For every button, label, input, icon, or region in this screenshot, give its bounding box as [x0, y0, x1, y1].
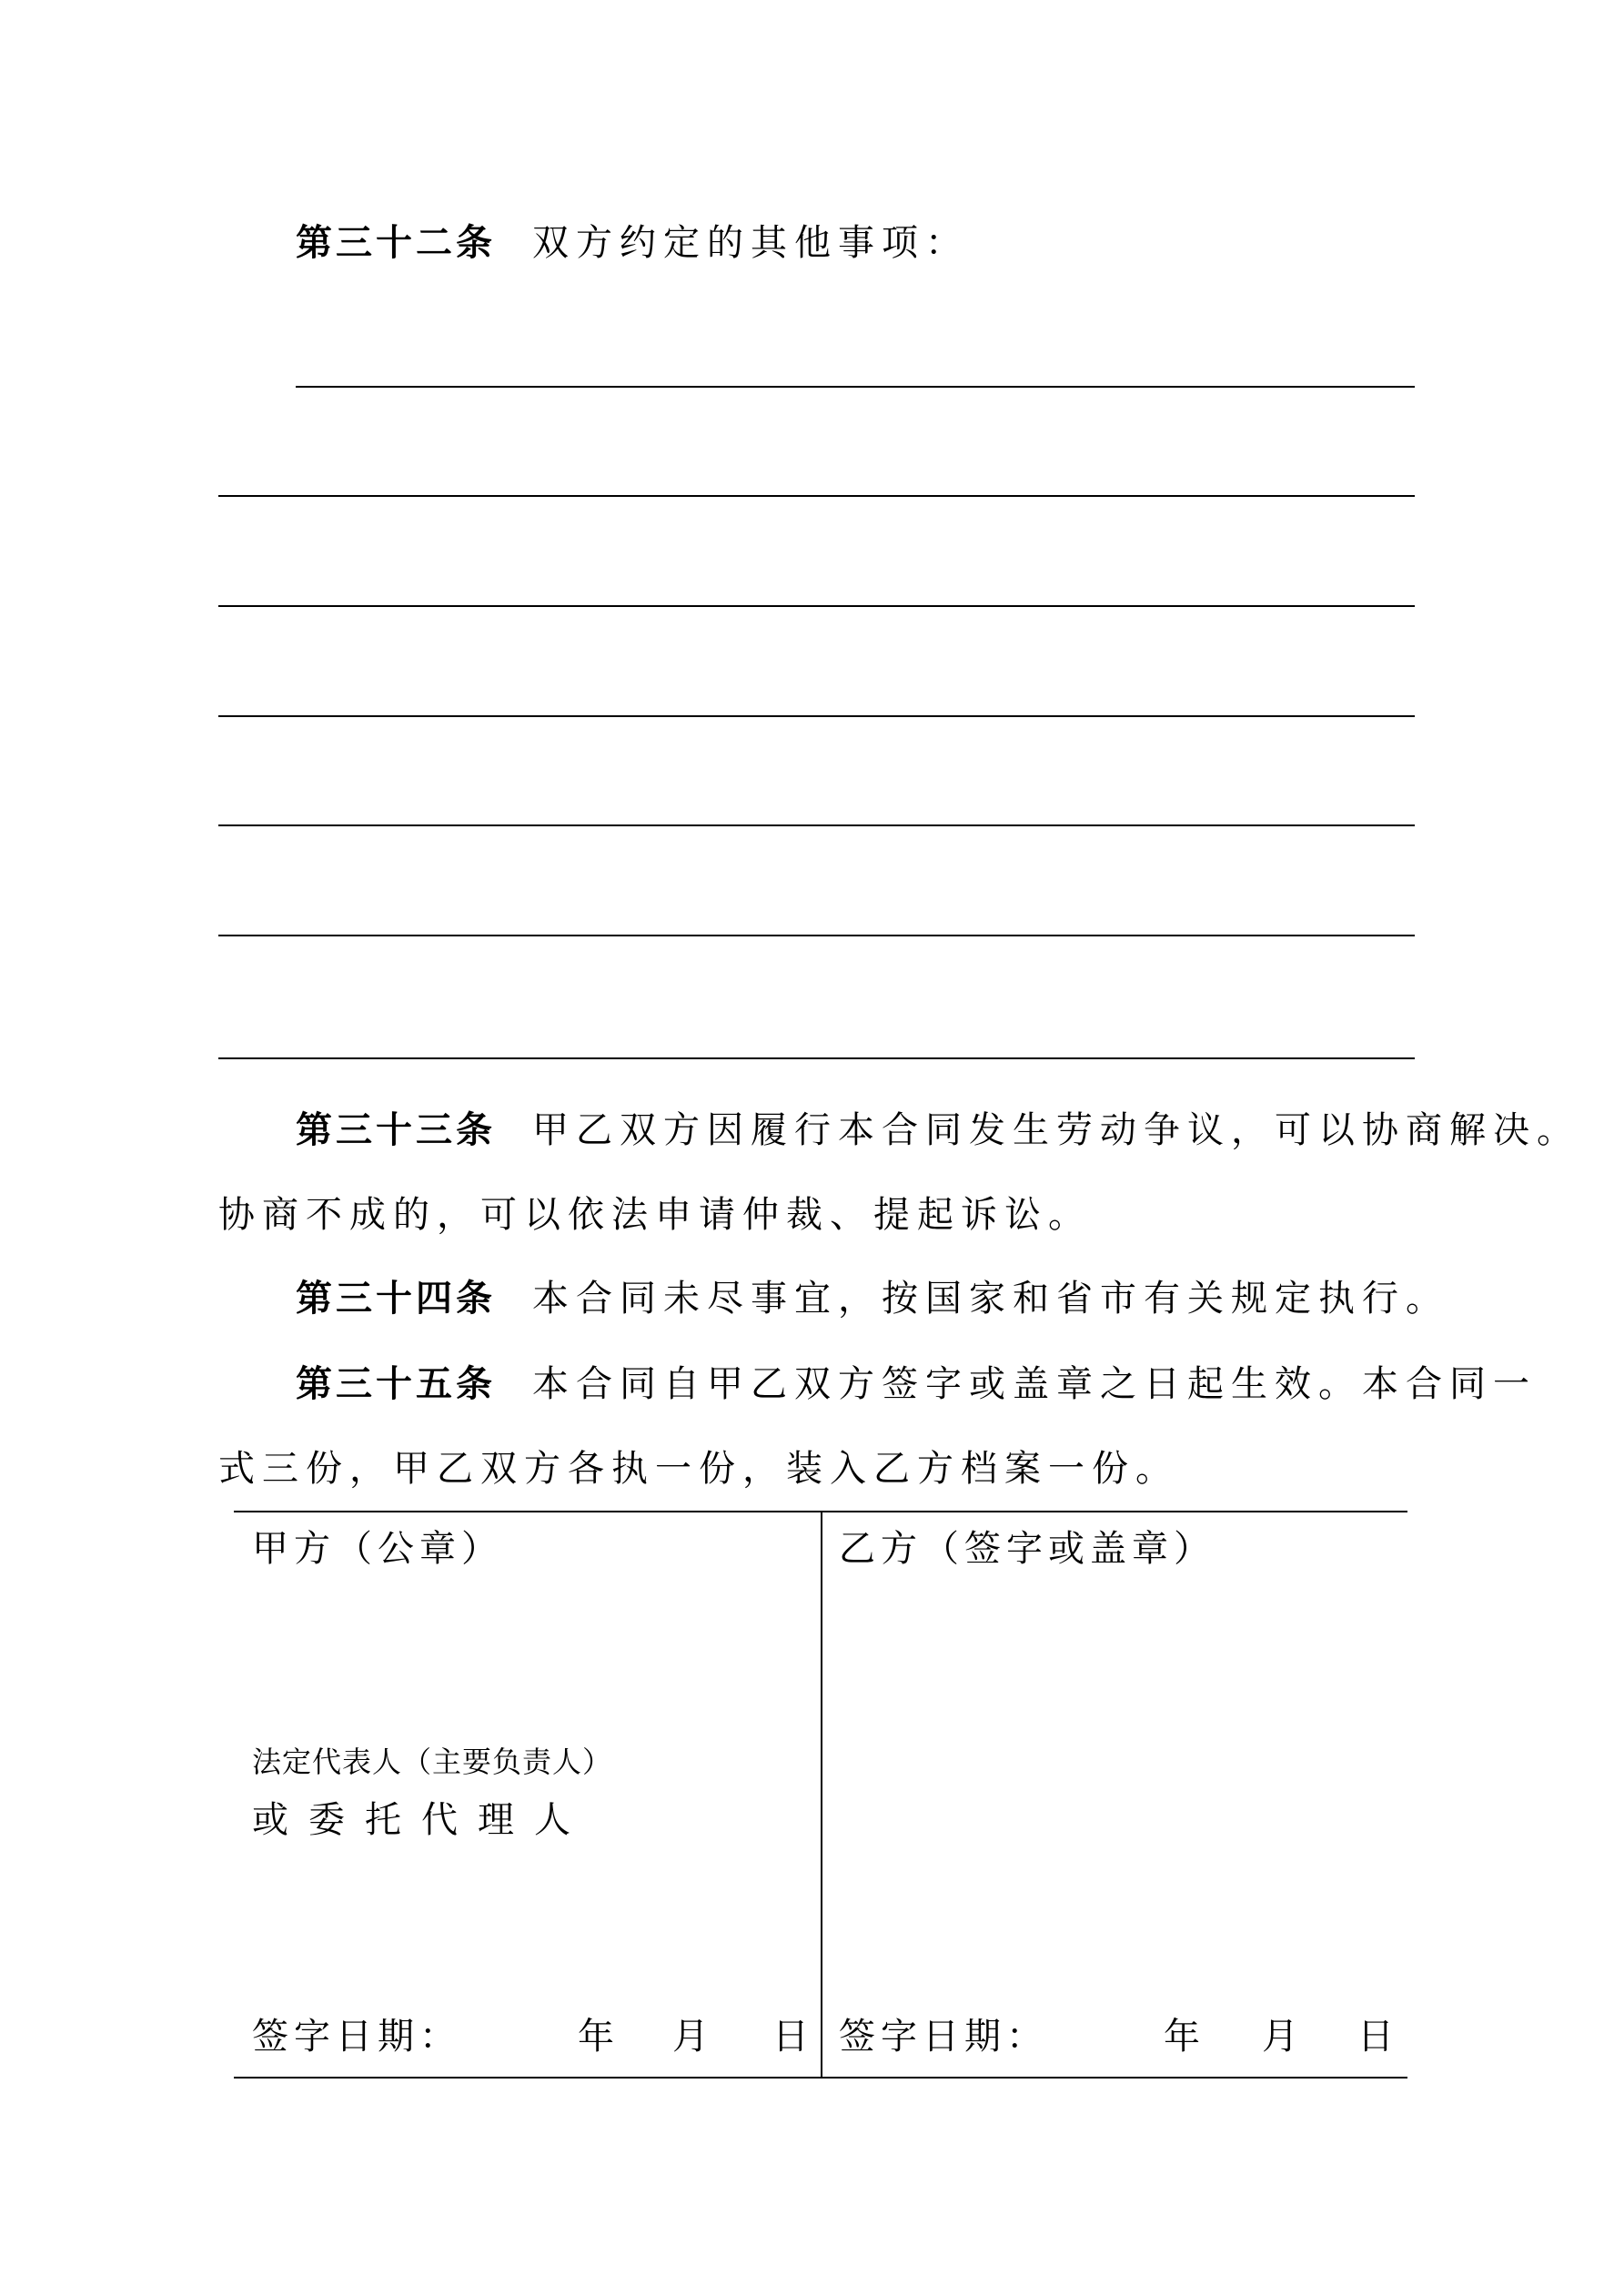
article-34: [296, 1278, 1449, 1320]
fill-line-7[interactable]: [218, 1057, 1415, 1059]
article-33-line-1: [296, 1109, 1580, 1151]
article-35-text-1: 本合同自甲乙双方签字或盖章之日起生效。本合同一: [532, 1363, 1537, 1405]
signature-divider: [821, 1512, 822, 2077]
article-33-number: 第三十三条: [296, 1109, 496, 1151]
signature-table: [234, 1511, 1407, 2079]
article-32: [296, 222, 969, 264]
party-b-label: 乙方（签字或盖章）: [839, 1528, 1215, 1570]
article-34-text: 本合同未尽事宜，按国家和省市有关规定执行。: [532, 1278, 1449, 1320]
party-a-day: 日: [772, 2016, 809, 2058]
party-b-day: 日: [1357, 2016, 1394, 2058]
party-b-year: 年: [1164, 2016, 1200, 2058]
article-35-number: 第三十五条: [296, 1363, 496, 1405]
article-35-line-2: 式三份，甲乙双方各执一份，装入乙方档案一份。: [218, 1448, 1179, 1490]
article-32-text: 双方约定的其他事项：: [532, 222, 969, 264]
party-a-year: 年: [578, 2016, 614, 2058]
fill-line-5[interactable]: [218, 824, 1415, 826]
article-33-text-1: 甲乙双方因履行本合同发生劳动争议，可以协商解决。: [532, 1109, 1580, 1151]
fill-line-6[interactable]: [218, 935, 1415, 936]
party-b-month: 月: [1262, 2016, 1298, 2058]
fill-line-3[interactable]: [218, 605, 1415, 607]
article-32-number: 第三十二条: [296, 222, 496, 264]
party-a-label: 甲方（公章）: [252, 1528, 503, 1570]
article-33-line-2: 协商不成的，可以依法申请仲裁、提起诉讼。: [218, 1194, 1092, 1236]
agent-label: 或委托代理人: [252, 1799, 590, 1841]
party-b-date-label: 签字日期：: [839, 2016, 1048, 2058]
fill-line-4[interactable]: [218, 715, 1415, 717]
fill-line-2[interactable]: [218, 495, 1415, 497]
party-a-month: 月: [672, 2016, 709, 2058]
fill-line-1[interactable]: [296, 386, 1415, 388]
legal-representative-label: 法定代表人（主要负责人）: [252, 1745, 613, 1779]
article-34-number: 第三十四条: [296, 1278, 496, 1320]
article-35-line-1: [296, 1363, 1537, 1405]
party-a-date-label: 签字日期：: [252, 2016, 461, 2058]
